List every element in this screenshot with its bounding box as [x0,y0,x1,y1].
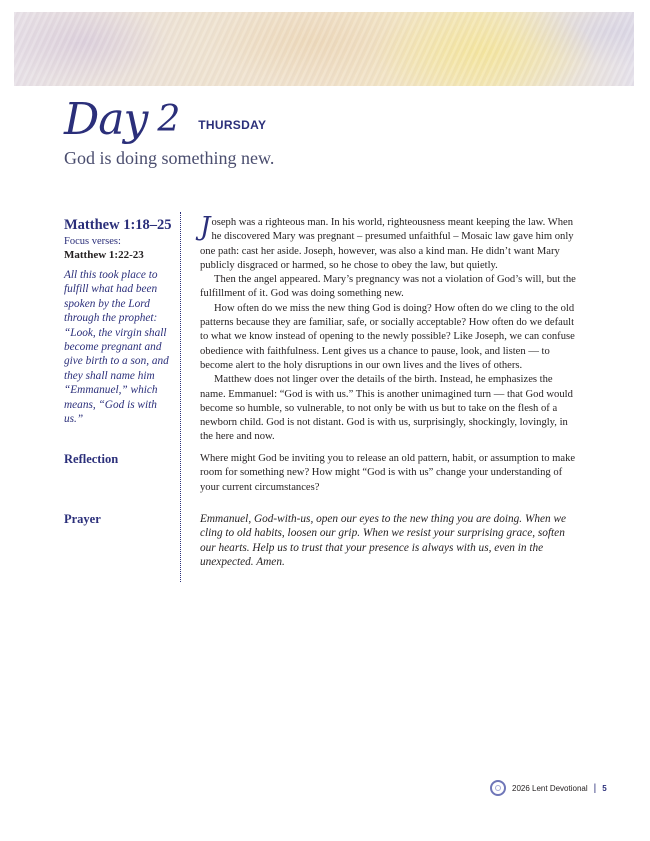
body-paragraph-text: oseph was a righteous man. In his world, righteousness meant keeping the law. When he discovered Mary was pregnant – presumed unfaithful – Mosaic law gave him only one path: cast her aside. Joseph, however, was also a kind man. He didn’t want Mary publicly disgraced or harmed, so he chose to obey the law, but quietly. [200,217,574,271]
body-paragraph: How often do we miss the new thing God is doing? How often do we cling to the old patterns because they are familiar, safe, or socially acceptable? How often do we default to what we know instead of opening to the newly possible? Like Joseph, we can confuse obedience with faithfulness. Lent gives us a chance to pause, look, and listen — to become alert to the holy disruptions in our own lives and the lives of others. [200,302,575,371]
header-banner-image [14,12,634,86]
sidebar [64,216,172,426]
page-footer [490,780,607,796]
body-paragraph [200,212,578,273]
dotted-divider [180,212,181,582]
scripture-reference: Matthew 1:18–25 [64,217,172,233]
circle-logo-icon [490,780,506,796]
body-paragraph: Then the angel appeared. Mary’s pregnancy was not a violation of God’s will, but the fulfillment of it. God was doing something new. [200,274,576,300]
reflection-text: Where might God be inviting you to release an old pattern, habit, or assumption to make room for something new? How might “God is with us” change your understanding of your current circumstances? [200,453,576,493]
banner-texture [14,12,634,86]
focus-verses-quote: All this took place to fulfill what had been spoken by the Lord through the prophet: “Look, the virgin shall become pregnant and give birth to a son, and they shall name him “Emmanuel,” which means, “God is with us.” [64,269,169,426]
page-number: 5 [602,783,607,793]
day-number: 2 [157,99,181,140]
day-heading [64,94,267,145]
reflection-label: Reflection [64,452,119,466]
publication-name: 2026 Lent Devotional [512,783,588,793]
focus-verses-label: Focus verses: [64,236,121,247]
page-subtitle: God is doing something new. [64,148,275,168]
body-paragraph: Matthew does not linger over the details of the birth. Instead, he emphasizes the name. Emmanuel: “God is with us.” This is another unimagined turn — that God would become so humble, so vulnerable, to not only be with us but to take on the flesh of a newborn child. God is not distant. God is with us, surprisingly, shockingly, lovingly, in the here and now. [200,374,573,443]
devotional-body [200,212,578,445]
footer-separator: | [593,782,597,794]
prayer-label: Prayer [64,512,101,526]
prayer-text: Emmanuel, God-with-us, open our eyes to the new thing you are doing. When we cling to old habits, loosen our grip. When we resist your surprising grace, soften our hearts. Help us to trust that your presence is always with us, even in the unexpected. Amen. [200,513,567,569]
drop-cap: J [200,212,211,242]
focus-verses-reference: Matthew 1:22-23 [64,249,144,261]
day-name: THURSDAY [198,118,267,132]
day-word: Day [64,94,148,145]
